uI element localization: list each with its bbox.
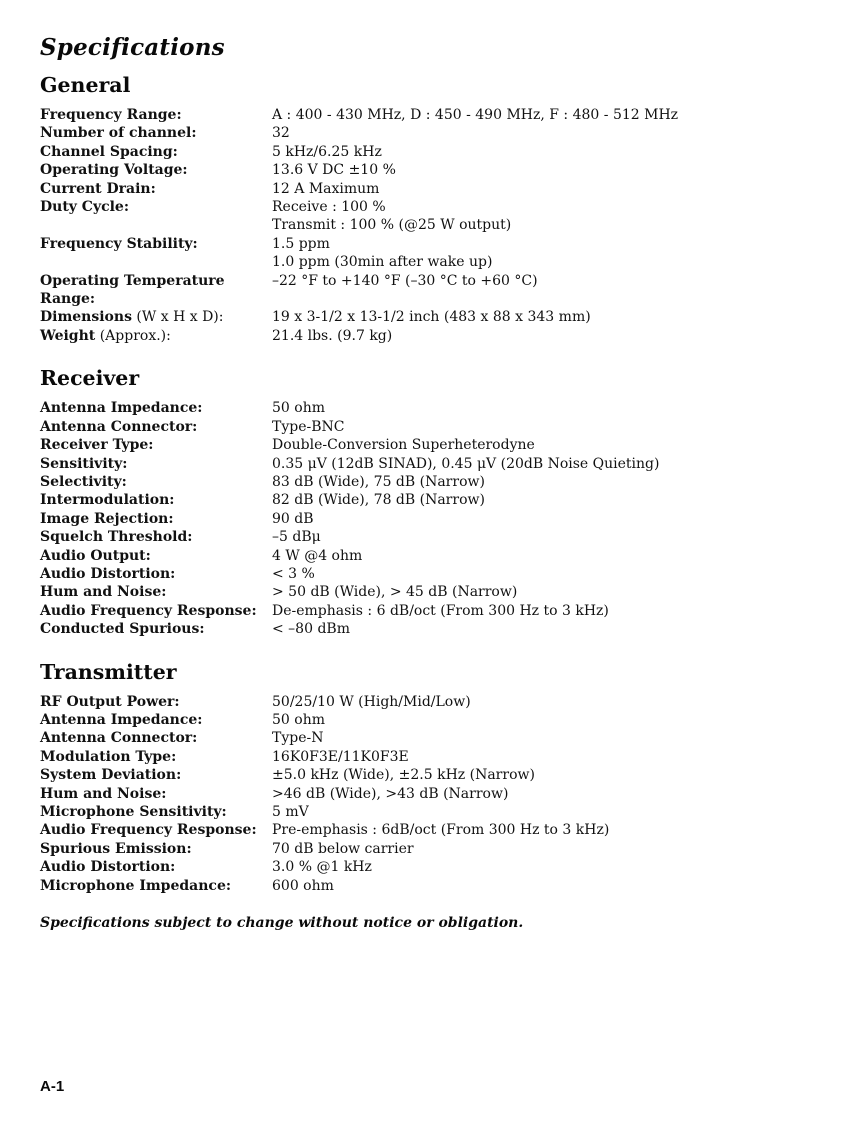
spec-label	[40, 729, 272, 747]
spec-value-line: 1.0 ppm (30min after wake up)	[272, 254, 493, 271]
spec-value-line: 90 dB	[272, 510, 314, 527]
spec-label	[40, 124, 272, 142]
spec-row	[40, 785, 828, 803]
spec-label	[40, 308, 272, 326]
spec-label-text: RF Output Power:	[40, 693, 180, 710]
spec-row	[40, 124, 828, 142]
spec-value	[272, 272, 828, 290]
spec-row	[40, 840, 828, 858]
spec-label	[40, 877, 272, 895]
spec-label	[40, 840, 272, 858]
spec-value	[272, 803, 828, 821]
spec-value	[272, 473, 828, 491]
spec-label	[40, 785, 272, 803]
spec-row	[40, 748, 828, 766]
spec-label	[40, 327, 272, 345]
page-number: A-1	[40, 1078, 65, 1095]
spec-value-line: 3.0 % @1 kHz	[272, 859, 372, 876]
spec-label	[40, 821, 272, 839]
spec-label-text: Microphone Sensitivity:	[40, 804, 227, 820]
spec-label-note: (Approx.):	[95, 327, 171, 344]
spec-label-text: Antenna Connector:	[40, 418, 198, 435]
spec-value-line: –5 dBμ	[272, 529, 321, 546]
spec-value-line: 5 mV	[272, 804, 309, 820]
spec-section	[40, 73, 828, 345]
spec-label	[40, 693, 272, 711]
spec-value	[272, 858, 828, 876]
spec-row	[40, 821, 828, 839]
spec-value	[272, 840, 828, 858]
spec-value	[272, 821, 828, 839]
spec-label-text: Selectivity:	[40, 473, 127, 490]
spec-label	[40, 180, 272, 198]
spec-value	[272, 766, 828, 784]
spec-value-line: Pre-emphasis : 6dB/oct (From 300 Hz to 3 kHz)	[272, 822, 610, 839]
spec-row	[40, 161, 828, 179]
spec-row	[40, 418, 828, 436]
spec-label-text: Conducted Spurious:	[40, 621, 205, 638]
footer-note: Specifications subject to change without notice or obligation.	[40, 915, 524, 932]
spec-label-text: Audio Distortion:	[40, 565, 176, 582]
section-heading: General	[40, 73, 131, 97]
spec-row	[40, 180, 828, 198]
spec-value-line: ±5.0 kHz (Wide), ±2.5 kHz (Narrow)	[272, 767, 535, 784]
spec-row	[40, 620, 828, 638]
spec-row	[40, 327, 828, 345]
spec-row	[40, 473, 828, 491]
section-heading: Receiver	[40, 366, 140, 391]
spec-row	[40, 547, 828, 565]
spec-label-text: Receiver Type:	[40, 437, 154, 454]
spec-row	[40, 565, 828, 583]
spec-label-text: Dimensions	[40, 309, 132, 326]
spec-label	[40, 491, 272, 509]
spec-value-line: 13.6 V DC ±10 %	[272, 162, 396, 179]
spec-label	[40, 602, 272, 620]
spec-value	[272, 180, 828, 198]
spec-value-line: 600 ohm	[272, 877, 334, 894]
spec-label-text: Number of channel:	[40, 125, 197, 142]
spec-value	[272, 510, 828, 528]
spec-row	[40, 436, 828, 454]
spec-value	[272, 491, 828, 509]
spec-row	[40, 235, 828, 272]
spec-label-text: Operating Temperature Range:	[40, 272, 225, 308]
spec-label-text: Hum and Noise:	[40, 785, 167, 802]
spec-label-text: Squelch Threshold:	[40, 529, 193, 546]
spec-value-line: >46 dB (Wide), >43 dB (Narrow)	[272, 785, 509, 802]
spec-value	[272, 124, 828, 142]
spec-label-text: Weight	[40, 327, 96, 344]
spec-label	[40, 858, 272, 876]
spec-value-line: 50/25/10 W (High/Mid/Low)	[272, 693, 471, 710]
spec-row	[40, 491, 828, 509]
spec-value	[272, 693, 828, 711]
spec-value-line: 4 W @4 ohm	[272, 547, 363, 564]
spec-value	[272, 455, 828, 473]
spec-value	[272, 748, 828, 766]
spec-row	[40, 877, 828, 895]
spec-row	[40, 766, 828, 784]
spec-value	[272, 418, 828, 436]
spec-value	[272, 161, 828, 179]
spec-label-text: Audio Frequency Response:	[40, 822, 257, 839]
spec-label	[40, 399, 272, 417]
spec-label-text: Frequency Stability:	[40, 235, 198, 252]
spec-row	[40, 528, 828, 546]
spec-label	[40, 547, 272, 565]
spec-value	[272, 877, 828, 895]
spec-label-text: Microphone Impedance:	[40, 877, 232, 894]
spec-label-text: Antenna Connector:	[40, 730, 198, 747]
spec-value-line: Type-N	[272, 730, 324, 747]
spec-label	[40, 711, 272, 729]
spec-label	[40, 143, 272, 161]
spec-row	[40, 272, 828, 309]
spec-label	[40, 565, 272, 583]
spec-section	[40, 366, 828, 638]
spec-label	[40, 748, 272, 766]
spec-value-line: 0.35 μV (12dB SINAD), 0.45 μV (20dB Noise Quieting)	[272, 455, 660, 472]
spec-value-line: 16K0F3E/11K0F3E	[272, 748, 409, 765]
spec-value-line: 21.4 lbs. (9.7 kg)	[272, 327, 393, 344]
spec-row	[40, 198, 828, 235]
spec-value-line: 5 kHz/6.25 kHz	[272, 143, 382, 160]
spec-row	[40, 711, 828, 729]
spec-value-line: 50 ohm	[272, 400, 325, 417]
spec-value	[272, 308, 828, 326]
spec-label-text: Duty Cycle:	[40, 199, 129, 216]
spec-label-text: Frequency Range:	[40, 107, 182, 123]
spec-value-line: 82 dB (Wide), 78 dB (Narrow)	[272, 492, 485, 509]
spec-value	[272, 399, 828, 417]
spec-value-line: 19 x 3-1/2 x 13-1/2 inch (483 x 88 x 343 mm)	[272, 309, 591, 326]
spec-value-line: Receive : 100 %	[272, 199, 386, 216]
spec-label-text: Audio Frequency Response:	[40, 602, 257, 619]
spec-label	[40, 272, 272, 309]
spec-value-line: Transmit : 100 % (@25 W output)	[272, 217, 512, 234]
spec-label-text: Antenna Impedance:	[40, 400, 203, 417]
spec-value	[272, 620, 828, 638]
page-title: Specifications	[40, 34, 225, 61]
spec-label	[40, 803, 272, 821]
spec-label	[40, 418, 272, 436]
spec-value-line: 1.5 ppm	[272, 235, 330, 252]
spec-section	[40, 660, 828, 895]
spec-label	[40, 198, 272, 216]
spec-row	[40, 399, 828, 417]
spec-value	[272, 565, 828, 583]
section-heading: Transmitter	[40, 659, 177, 684]
spec-value-line: < 3 %	[272, 565, 315, 582]
spec-value-line: 50 ohm	[272, 711, 325, 728]
spec-label-text: Sensitivity:	[40, 455, 128, 472]
spec-label-text: Audio Output:	[40, 547, 151, 564]
spec-label-text: Spurious Emission:	[40, 840, 192, 857]
spec-value-line: < –80 dBm	[272, 621, 350, 638]
spec-value	[272, 547, 828, 565]
spec-label-text: Channel Spacing:	[40, 143, 178, 160]
spec-value-line: –22 °F to +140 °F (–30 °C to +60 °C)	[272, 272, 538, 289]
spec-value	[272, 528, 828, 546]
spec-value-line: A : 400 - 430 MHz, D : 450 - 490 MHz, F : 480 - 512 MHz	[272, 107, 679, 123]
spec-label	[40, 766, 272, 784]
spec-value	[272, 436, 828, 454]
spec-row	[40, 729, 828, 747]
spec-value	[272, 106, 828, 124]
spec-value-line: 70 dB below carrier	[272, 840, 414, 857]
spec-label	[40, 583, 272, 601]
spec-label-text: Image Rejection:	[40, 510, 174, 527]
spec-label	[40, 510, 272, 528]
spec-value-line: 12 A Maximum	[272, 180, 380, 197]
spec-row	[40, 510, 828, 528]
spec-label	[40, 455, 272, 473]
spec-label	[40, 106, 272, 124]
spec-value	[272, 583, 828, 601]
spec-label-text: Operating Voltage:	[40, 162, 188, 179]
spec-row	[40, 583, 828, 601]
spec-label-text: Modulation Type:	[40, 748, 177, 765]
spec-row	[40, 693, 828, 711]
spec-label-text: Current Drain:	[40, 180, 156, 197]
spec-value	[272, 327, 828, 345]
spec-label-text: Hum and Noise:	[40, 584, 167, 601]
spec-value	[272, 198, 828, 235]
spec-label-text: System Deviation:	[40, 767, 182, 784]
spec-label-note: (W x H x D):	[131, 309, 224, 326]
spec-label	[40, 528, 272, 546]
spec-value	[272, 711, 828, 729]
spec-sections	[40, 73, 828, 895]
spec-value-line: 32	[272, 125, 290, 142]
spec-row	[40, 858, 828, 876]
spec-label	[40, 473, 272, 491]
spec-value	[272, 729, 828, 747]
spec-value	[272, 785, 828, 803]
spec-value	[272, 143, 828, 161]
spec-value-line: De-emphasis : 6 dB/oct (From 300 Hz to 3 kHz)	[272, 602, 609, 619]
spec-value-line: > 50 dB (Wide), > 45 dB (Narrow)	[272, 584, 518, 601]
spec-label	[40, 436, 272, 454]
spec-row	[40, 803, 828, 821]
spec-row	[40, 106, 828, 124]
spec-row	[40, 602, 828, 620]
spec-value-line: Type-BNC	[272, 418, 345, 435]
spec-row	[40, 308, 828, 326]
spec-label	[40, 161, 272, 179]
spec-label-text: Audio Distortion:	[40, 859, 176, 876]
spec-value-line: Double-Conversion Superheterodyne	[272, 437, 535, 454]
spec-label	[40, 235, 272, 253]
spec-value-line: 83 dB (Wide), 75 dB (Narrow)	[272, 473, 485, 490]
spec-row	[40, 143, 828, 161]
spec-row	[40, 455, 828, 473]
spec-value	[272, 602, 828, 620]
spec-label-text: Antenna Impedance:	[40, 711, 203, 728]
document-content	[40, 34, 828, 931]
spec-label-text: Intermodulation:	[40, 492, 175, 509]
spec-label	[40, 620, 272, 638]
spec-value	[272, 235, 828, 272]
